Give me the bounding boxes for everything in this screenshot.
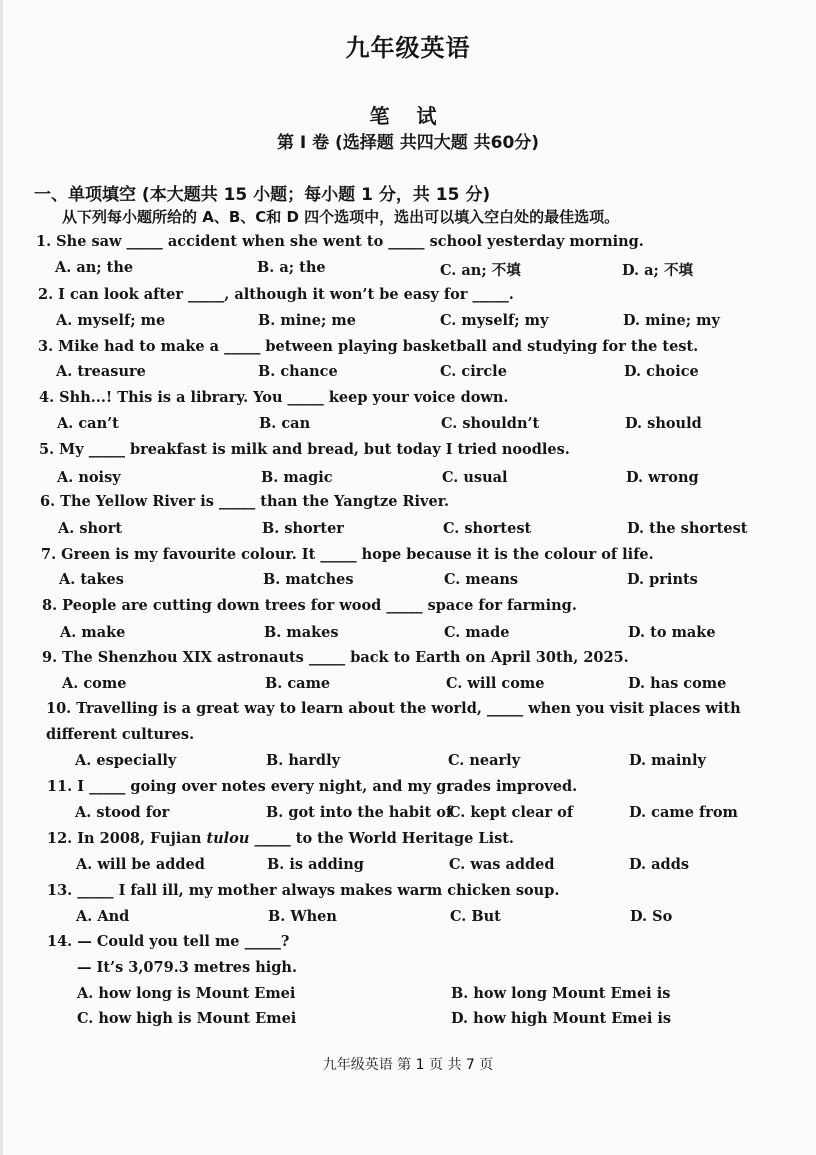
question-13-option-d[interactable]: D. So bbox=[630, 908, 673, 925]
question-12-stem-italic: tulou bbox=[206, 830, 250, 847]
question-7-option-a[interactable]: A. takes bbox=[59, 571, 124, 588]
question-7-option-c[interactable]: C. means bbox=[444, 571, 519, 588]
question-1-option-b[interactable]: B. a; the bbox=[257, 259, 326, 276]
question-2-option-d[interactable]: D. mine; my bbox=[623, 312, 720, 329]
question-2-option-a[interactable]: A. myself; me bbox=[56, 312, 166, 329]
question-4-option-a[interactable]: A. can’t bbox=[57, 415, 119, 432]
question-2-option-b[interactable]: B. mine; me bbox=[258, 312, 356, 329]
question-6-option-a[interactable]: A. short bbox=[58, 520, 123, 537]
question-10-option-b[interactable]: B. hardly bbox=[266, 752, 341, 769]
question-10-stem: 10. Travelling is a great way to learn about the world, _____ when you visit places with bbox=[46, 700, 741, 717]
question-5-option-d[interactable]: D. wrong bbox=[626, 469, 699, 486]
question-12-option-b[interactable]: B. is adding bbox=[267, 856, 364, 873]
question-4-option-c[interactable]: C. shouldn’t bbox=[441, 415, 540, 432]
question-9-option-a[interactable]: A. come bbox=[62, 675, 127, 692]
question-1-option-c[interactable]: C. an; 不填 bbox=[440, 262, 521, 279]
question-13-stem: 13. _____ I fall ill, my mother always makes warm chicken soup. bbox=[47, 882, 560, 899]
question-4-option-b[interactable]: B. can bbox=[259, 415, 311, 432]
question-14-option-b[interactable]: B. how long Mount Emei is bbox=[451, 985, 671, 1002]
question-3-option-a[interactable]: A. treasure bbox=[56, 363, 146, 380]
question-14-dialogue-reply: — It’s 3,079.3 metres high. bbox=[77, 959, 297, 976]
question-8-option-d[interactable]: D. to make bbox=[628, 624, 716, 641]
question-10-stem-continued: different cultures. bbox=[46, 726, 195, 743]
question-13-option-c[interactable]: C. But bbox=[450, 908, 501, 925]
question-1-stem: 1. She saw _____ accident when she went to _____ school yesterday morning. bbox=[36, 233, 644, 250]
question-10-option-a[interactable]: A. especially bbox=[75, 752, 177, 769]
question-11-stem: 11. I _____ going over notes every night, and my grades improved. bbox=[47, 778, 578, 795]
question-3-option-d[interactable]: D. choice bbox=[624, 363, 699, 380]
question-9-option-d[interactable]: D. has come bbox=[628, 675, 727, 692]
question-3-option-c[interactable]: C. circle bbox=[440, 363, 507, 380]
question-8-option-b[interactable]: B. makes bbox=[264, 624, 339, 641]
question-11-option-b[interactable]: B. got into the habit of bbox=[266, 804, 453, 821]
question-14-option-c[interactable]: C. how high is Mount Emei bbox=[77, 1010, 297, 1027]
question-12-stem-start: 12. In 2008, Fujian bbox=[47, 830, 207, 847]
question-14-option-a[interactable]: A. how long is Mount Emei bbox=[77, 985, 296, 1002]
question-3-stem: 3. Mike had to make a _____ between playing basketball and studying for the test. bbox=[38, 338, 699, 355]
question-7-option-d[interactable]: D. prints bbox=[627, 571, 698, 588]
question-14-stem: 14. — Could you tell me _____? bbox=[47, 933, 290, 950]
question-9-stem: 9. The Shenzhou XIX astronauts _____ back to Earth on April 30th, 2025. bbox=[42, 649, 629, 666]
question-6-option-d[interactable]: D. the shortest bbox=[627, 520, 748, 537]
question-5-option-b[interactable]: B. magic bbox=[261, 469, 333, 486]
volume-heading: 第 I 卷 (选择题 共四大题 共60分) bbox=[276, 133, 540, 153]
question-1-option-d[interactable]: D. a; 不填 bbox=[622, 262, 693, 279]
question-14-option-d[interactable]: D. how high Mount Emei is bbox=[451, 1010, 672, 1027]
question-10-option-c[interactable]: C. nearly bbox=[448, 752, 521, 769]
question-11-option-d[interactable]: D. came from bbox=[629, 804, 738, 821]
question-6-option-b[interactable]: B. shorter bbox=[262, 520, 344, 537]
question-6-option-c[interactable]: C. shortest bbox=[443, 520, 532, 537]
question-7-stem: 7. Green is my favourite colour. It _____ hope because it is the colour of life. bbox=[41, 546, 654, 563]
question-12-stem bbox=[47, 830, 514, 847]
question-5-stem: 5. My _____ breakfast is milk and bread, but today I tried noodles. bbox=[39, 441, 570, 458]
question-12-stem-end: _____ to the World Heritage List. bbox=[249, 830, 514, 847]
question-12-option-c[interactable]: C. was added bbox=[449, 856, 555, 873]
question-4-stem: 4. Shh...! This is a library. You _____ keep your voice down. bbox=[39, 389, 509, 406]
question-8-option-a[interactable]: A. make bbox=[60, 624, 126, 641]
question-11-option-c[interactable]: C. kept clear of bbox=[449, 804, 574, 821]
question-8-stem: 8. People are cutting down trees for wood _____ space for farming. bbox=[42, 597, 577, 614]
question-4-option-d[interactable]: D. should bbox=[625, 415, 702, 432]
scan-edge bbox=[0, 0, 3, 1155]
question-11-option-a[interactable]: A. stood for bbox=[75, 804, 170, 821]
question-5-option-a[interactable]: A. noisy bbox=[57, 469, 121, 486]
question-12-option-a[interactable]: A. will be added bbox=[76, 856, 205, 873]
question-8-option-c[interactable]: C. made bbox=[444, 624, 510, 641]
page-title: 九年级英语 bbox=[345, 34, 471, 62]
section-heading: 一、单项填空 (本大题共 15 小题；每小题 1 分，共 15 分) bbox=[34, 185, 491, 205]
section-instruction: 从下列每小题所给的 A、B、C和 D 四个选项中，选出可以填入空白处的最佳选项。 bbox=[62, 208, 620, 226]
question-6-stem: 6. The Yellow River is _____ than the Yangtze River. bbox=[40, 493, 450, 510]
question-2-option-c[interactable]: C. myself; my bbox=[440, 312, 549, 329]
question-9-option-b[interactable]: B. came bbox=[265, 675, 331, 692]
question-12-option-d[interactable]: D. adds bbox=[629, 856, 689, 873]
question-13-option-b[interactable]: B. When bbox=[268, 908, 337, 925]
question-5-option-c[interactable]: C. usual bbox=[442, 469, 508, 486]
question-7-option-b[interactable]: B. matches bbox=[263, 571, 354, 588]
question-1-option-a[interactable]: A. an; the bbox=[55, 259, 134, 276]
question-10-option-d[interactable]: D. mainly bbox=[629, 752, 706, 769]
question-9-option-c[interactable]: C. will come bbox=[446, 675, 545, 692]
question-13-option-a[interactable]: A. And bbox=[76, 908, 130, 925]
question-2-stem: 2. I can look after _____, although it won’t be easy for _____. bbox=[38, 286, 514, 303]
question-3-option-b[interactable]: B. chance bbox=[258, 363, 338, 380]
exam-part-title: 笔 试 bbox=[369, 104, 447, 128]
page-footer: 九年级英语 第 1 页 共 7 页 bbox=[322, 1057, 494, 1073]
